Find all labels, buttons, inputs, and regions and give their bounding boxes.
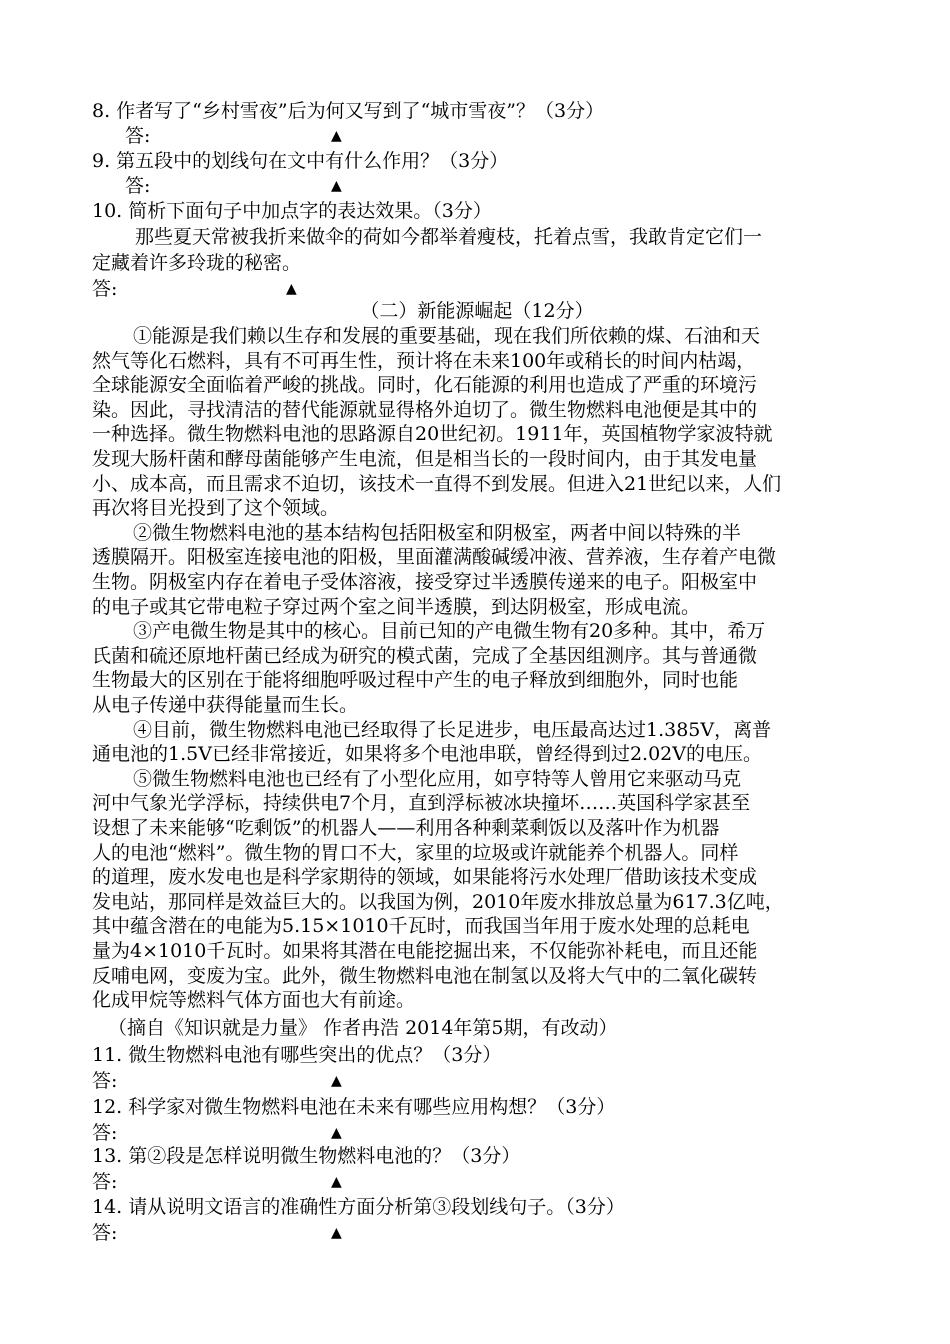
- source-note: （摘自《知识就是力量》 作者冉浩 2014年第5期，有改动）: [108, 1017, 618, 1039]
- article-line: 其中蕴含潜在的电能为5.15×1010千瓦时，而我国当年用于废水处理的总耗电: [92, 915, 750, 937]
- article-line: ①能源是我们赖以生存和发展的重要基础，现在我们所依赖的煤、石油和天: [133, 325, 761, 347]
- article-line: 河中气象光学浮标，持续供电7个月，直到浮标被冰块撞坏……英国科学家甚至: [92, 792, 751, 814]
- answer-label-10: 答:: [92, 278, 118, 300]
- question-14: 14. 请从说明文语言的准确性方面分析第③段划线句子。（3分）: [92, 1196, 625, 1218]
- article-line: 小、成本高，而且需求不迫切，该技术一直得不到发展。但进入21世纪以来，人们: [92, 473, 782, 495]
- article-line: 的道理，废水发电也是科学家期待的领域，如果能将污水处理厂借助该技术变成: [92, 866, 758, 888]
- answer-marker-14: ▲: [331, 1225, 342, 1241]
- article-line: 从电子传递中获得能量而生长。: [92, 694, 359, 716]
- article-line: 再次将目光投到了这个领域。: [92, 497, 340, 519]
- article-line: 量为4×1010千瓦时。如果将其潜在电能挖掘出来，不仅能弥补耗电，而且还能: [92, 940, 758, 962]
- answer-label-13: 答:: [92, 1171, 118, 1193]
- answer-marker-13: ▲: [331, 1174, 342, 1190]
- article-line: 然气等化石燃料，具有不可再生性，预计将在未来100年或稍长的时间内枯竭，: [92, 350, 756, 372]
- article-line: 的电子或其它带电粒子穿过两个室之间半透膜，到达阴极室，形成电流。: [92, 596, 701, 618]
- question-10: 10. 简析下面句子中加点字的表达效果。（3分）: [92, 200, 492, 222]
- answer-label-11: 答:: [92, 1070, 118, 1092]
- answer-label-14: 答:: [92, 1222, 118, 1244]
- article-line: 全球能源安全面临着严峻的挑战。同时，化石能源的利用也造成了严重的环境污: [92, 374, 758, 396]
- article-line: 发电站，那同样是效益巨大的。以我国为例，2010年废水排放总量为617.3亿吨，: [92, 891, 784, 913]
- answer-label-12: 答:: [92, 1122, 118, 1144]
- answer-marker-11: ▲: [331, 1073, 342, 1089]
- article-line: ⑤微生物燃料电池也已经有了小型化应用，如亨特等人曾用它来驱动马克: [133, 768, 742, 790]
- answer-marker-10: ▲: [286, 281, 297, 297]
- article-line: ③产电微生物是其中的核心。目前已知的产电微生物有20多种。其中，希万: [133, 620, 766, 642]
- answer-marker-8: ▲: [331, 128, 342, 144]
- article-line: 反哺电网，变废为宝。此外，微生物燃料电池在制氢以及将大气中的二氧化碳转: [92, 965, 758, 987]
- answer-marker-9: ▲: [331, 178, 342, 194]
- section-title: （二）新能源崛起（12分）: [360, 300, 594, 322]
- article-line: 氏菌和硫还原地杆菌已经成为研究的模式菌，完成了全基因组测序。其与普通微: [92, 645, 758, 667]
- question-11: 11. 微生物燃料电池有哪些突出的优点？（3分）: [92, 1044, 502, 1066]
- question-13: 13. 第②段是怎样说明微生物燃料电池的？（3分）: [92, 1145, 521, 1167]
- article-line: 一种选择。微生物燃料电池的思路源自20世纪初。1911年，英国植物学家波特就: [92, 423, 773, 445]
- article-line: ②微生物燃料电池的基本结构包括阳极室和阴极室，两者中间以特殊的半: [133, 522, 742, 544]
- article-line: 设想了未来能够“吃剩饭”的机器人——利用各种剩菜剩饭以及落叶作为机器: [92, 817, 720, 839]
- q10-quote-line-2: 定藏着许多玲珑的秘密。: [92, 252, 302, 274]
- answer-label-9: 答:: [125, 175, 151, 197]
- question-12: 12. 科学家对微生物燃料电池在未来有哪些应用构想？（3分）: [92, 1096, 616, 1118]
- article-line: 发现大肠杆菌和酵母菌能够产生电流，但是相当长的一段时间内，由于其发电量: [92, 448, 758, 470]
- question-9: 9. 第五段中的划线句在文中有什么作用？（3分）: [92, 150, 509, 172]
- article-line: 生物。阴极室内存在着电子受体溶液，接受穿过半透膜传递来的电子。阳极室中: [92, 571, 758, 593]
- question-8: 8. 作者写了“乡村雪夜”后为何又写到了“城市雪夜”？（3分）: [92, 100, 605, 122]
- article-line: 透膜隔开。阳极室连接电池的阳极，里面灌满酸碱缓冲液、营养液，生存着产电微: [92, 546, 777, 568]
- article-line: 人的电池“燃料”。微生物的胃口不大，家里的垃圾或许就能养个机器人。同样: [92, 842, 739, 864]
- article-line: 染。因此，寻找清洁的替代能源就显得格外迫切了。微生物燃料电池便是其中的: [92, 399, 758, 421]
- q10-quote-line-1: 那些夏天常被我折来做伞的荷如今都举着瘦枝，托着点雪，我敢肯定它们一: [135, 226, 763, 248]
- answer-label-8: 答:: [125, 125, 151, 147]
- article-line: 通电池的1.5V已经非常接近，如果将多个电池串联，曾经得到过2.02V的电压。: [92, 743, 762, 765]
- answer-marker-12: ▲: [331, 1125, 342, 1141]
- article-line: ④目前，微生物燃料电池已经取得了长足进步，电压最高达过1.385V，离普: [133, 719, 772, 741]
- article-line: 化成甲烷等燃料气体方面也大有前途。: [92, 989, 416, 1011]
- article-line: 生物最大的区别在于能将细胞呼吸过程中产生的电子释放到细胞外，同时也能: [92, 669, 739, 691]
